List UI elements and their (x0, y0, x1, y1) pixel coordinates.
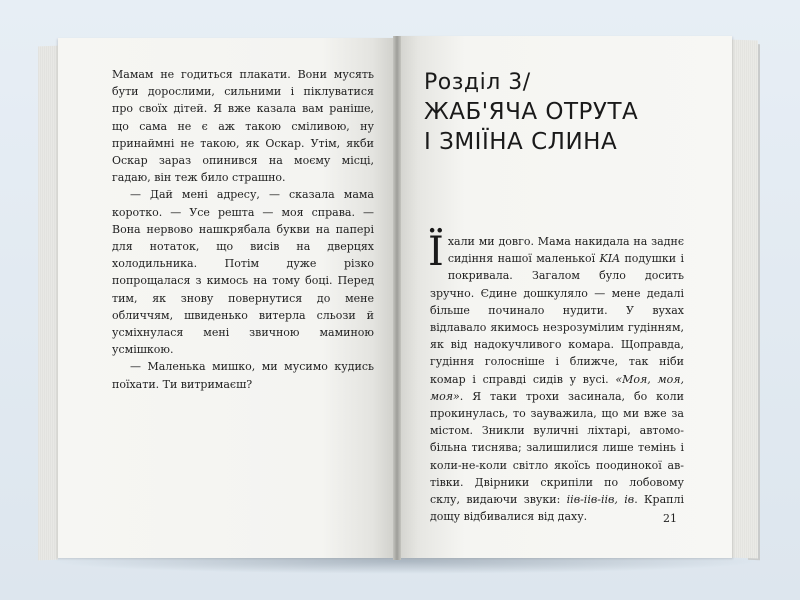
chapter-title-line: І ЗМІЇНА СЛИНА (424, 129, 618, 155)
right-page-text (428, 229, 684, 525)
page-number: 21 (663, 512, 677, 525)
paragraph: — Маленька мишко, ми мусимо кудись поїхати. Ти витримаєш? (112, 360, 374, 391)
body-text-italic: «Моя, моя, моя» (430, 372, 684, 403)
left-page-text (112, 66, 374, 393)
chapter-title-line: ЖАБ'ЯЧА ОТРУТА (424, 99, 639, 125)
drop-cap: Ї (428, 229, 444, 275)
right-page-edges (728, 39, 758, 558)
body-text: . Я таки трохи засинала, бо коли прокинулась, то зауважила, що ми вже за містом. Зникли вуличні ліхтарі, автомобільна тиснява; залишилися лише темінь і коли-не-коли світло якоїсь поодинокої автівки. Двірники скрипіли по лобовому склу, видаючи звуки: (430, 389, 684, 507)
body-text-italic: KIA (599, 252, 621, 266)
body-text-italic: іів-іів-іів, ів (566, 493, 635, 507)
body-text: подушки і покривала. Загалом було досить зручно. Єдине дошкуляло — мене дедалі більше починало нудити. У вухах відлавало якимось незрозумілим гудінням, як від надокучливого комара. Щоправда, гудіння голосніше і ближче, так ніби комар і справді сидів у вусі. (430, 252, 684, 386)
paragraph: Мамам не годиться плакати. Вони мусять бути дорослими, сильними і піклуватися про своїх дітей. Я вже казала вам раніше, що сама не є аж такою сміливою, ну принаймні не такою, як Оскар. Утім, якби Оскар зараз опинився на моєму місці, гадаю, він теж било страшно. (112, 68, 374, 185)
book-spine (393, 36, 401, 560)
body-text: . Краплі дощу відбивалися від даху. (430, 493, 684, 524)
body-text: хали ми довго. Мама накидала на заднє сидіння нашої маленької (447, 235, 684, 266)
chapter-title (424, 97, 704, 157)
paragraph: — Дай мені адресу, — сказала мама коротко. — Усе решта — моя справа. — Вона нервово нашкрябала букви на папері для нотаток, що висів на дверцях холодильника. Потім дуже різко попрощалася з кимось на тому боці. Перед тим, як знову повернутися до мене обличчям, швиденько витерла сльози й усміхнулася мені звичною маминою усмішкою. (112, 188, 374, 357)
chapter-number: Розділ 3/ (424, 70, 531, 95)
left-page-edges (38, 46, 58, 561)
paragraph (428, 229, 684, 525)
